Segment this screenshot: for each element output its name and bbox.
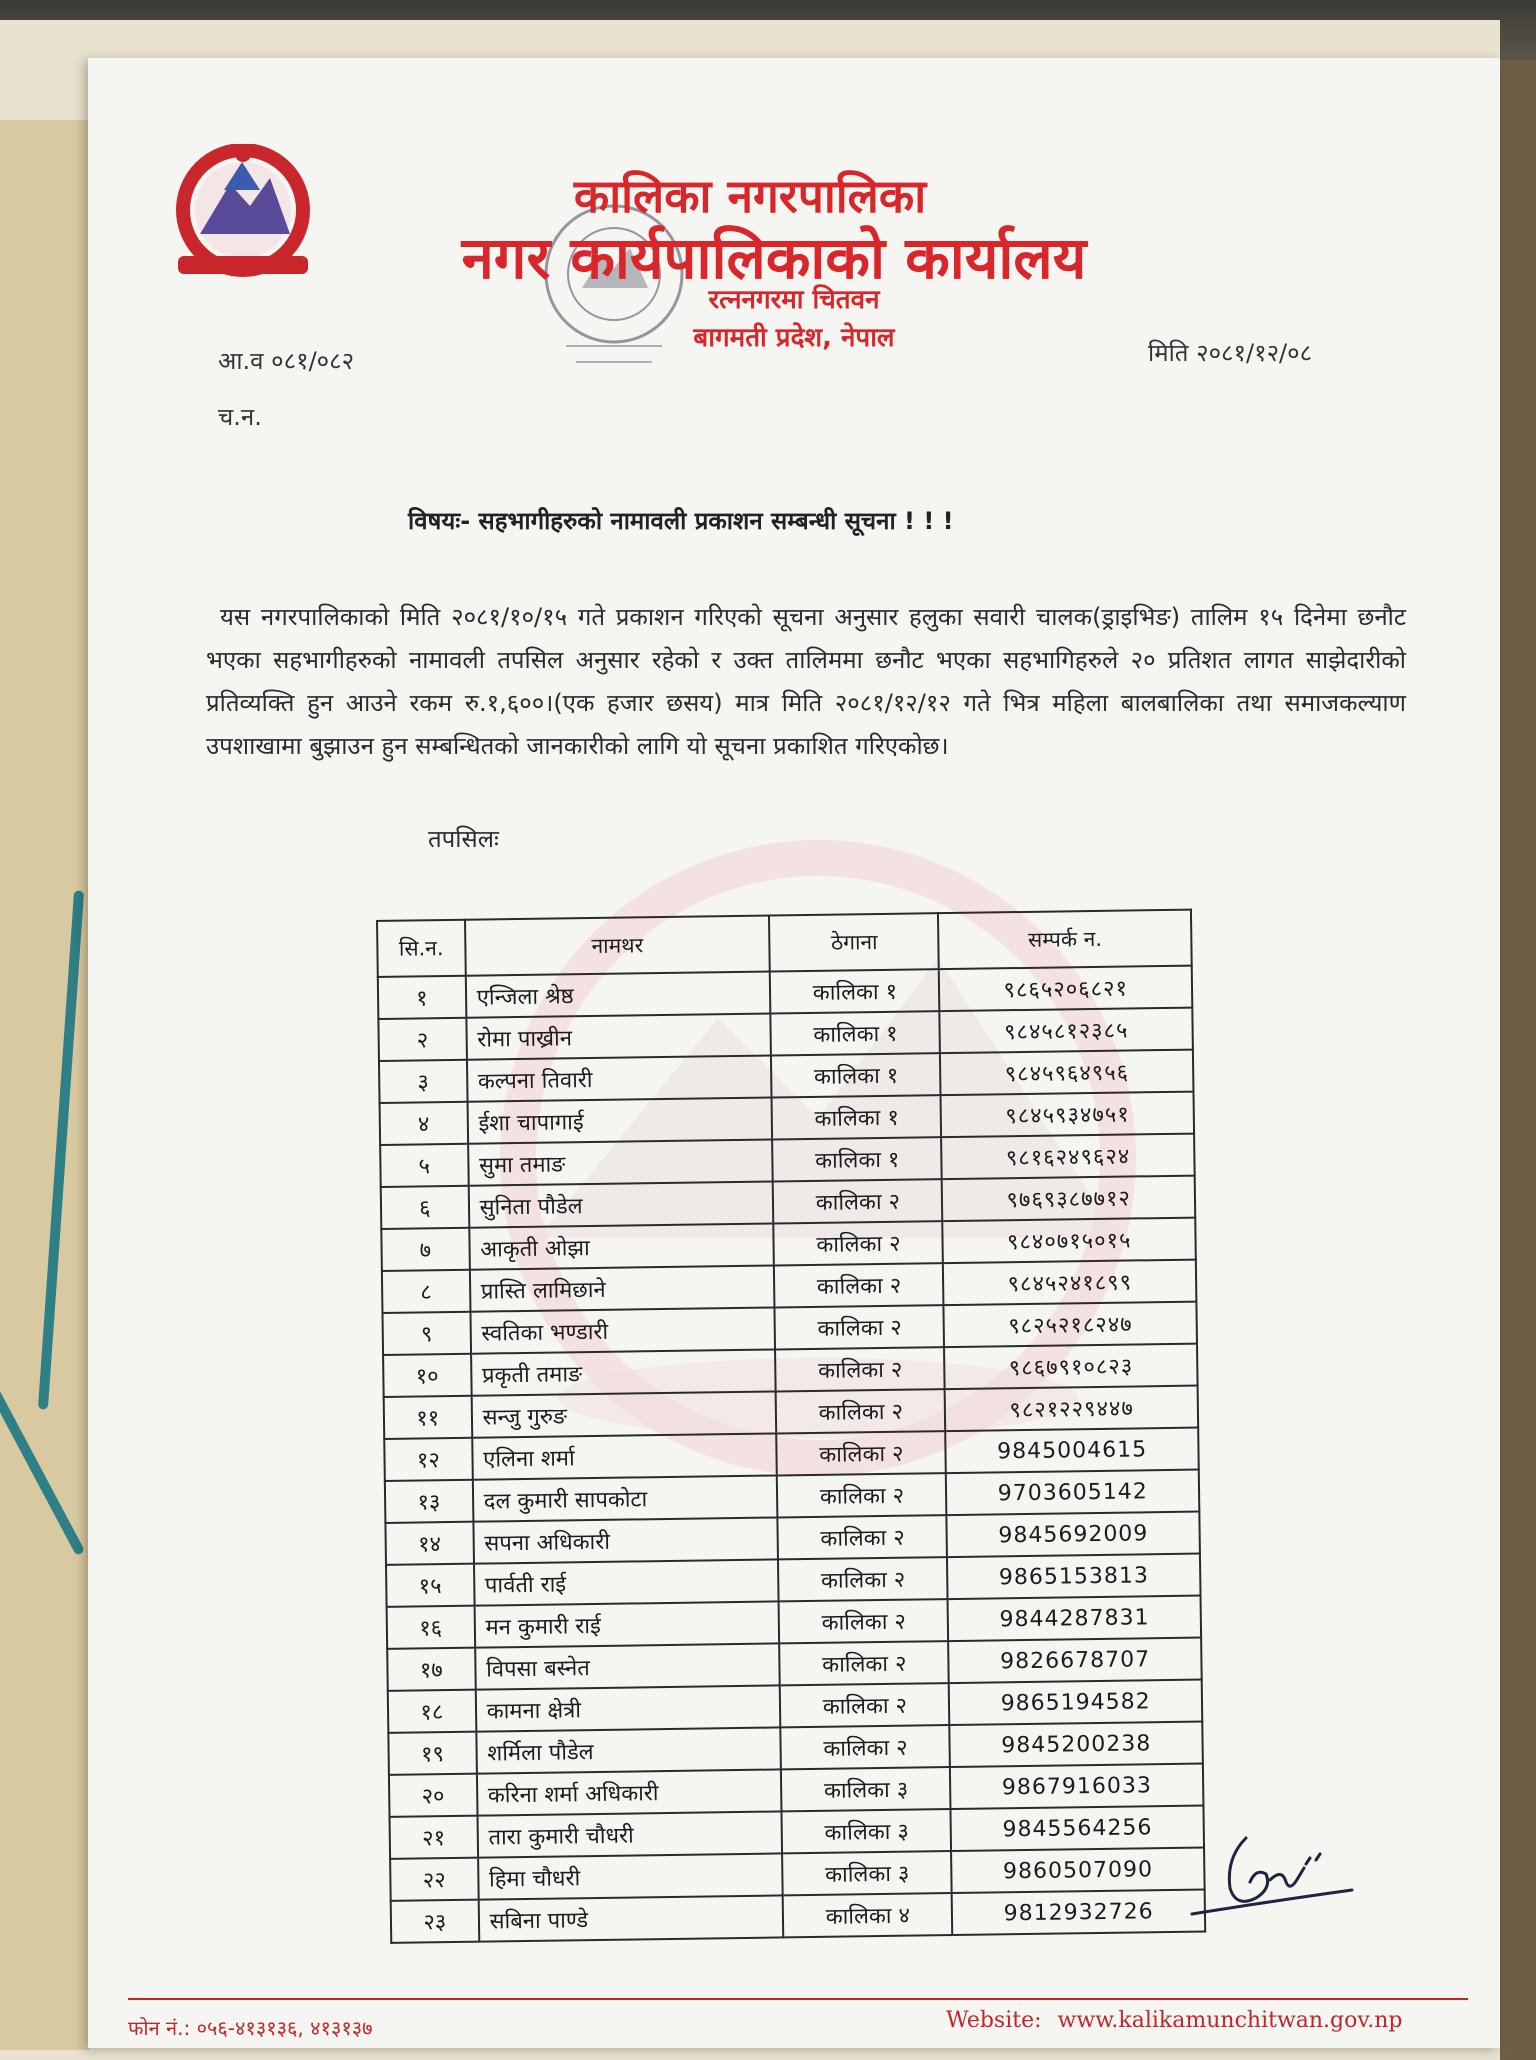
cell-contact: 9865153813 [947,1554,1200,1600]
cell-serial: २३ [391,1900,479,1943]
cell-contact: 9812932726 [952,1890,1205,1936]
cell-name: सबिना पाण्डे [478,1895,783,1941]
cell-name: दल कुमारी सापकोटा [472,1475,777,1521]
cell-address: कालिका २ [780,1641,950,1685]
cell-name: एन्जिला श्रेष्ठ [465,972,770,1018]
cell-name: सुमा तमाङ [468,1139,773,1185]
cell-name: सुनिता पौडेल [468,1181,773,1227]
cell-name: तारा कुमारी चौधरी [477,1811,782,1857]
cell-address: कालिका २ [777,1473,947,1517]
cell-name: स्वतिका भण्डारी [470,1307,775,1353]
cell-name: प्रास्ति लामिछाने [470,1265,775,1311]
cell-contact: ९८४५९६४९५६ [940,1050,1193,1096]
handwritten-signature-icon [1186,1818,1356,1928]
notice-page [88,58,1500,2048]
cell-address: कालिका ३ [781,1767,951,1811]
cell-serial: २० [389,1774,477,1817]
cell-address: कालिका १ [771,1053,941,1097]
cell-serial: ११ [384,1396,472,1439]
cell-name: आकृती ओझा [469,1223,774,1269]
fiscal-year: आ.व ०८१/०८२ [218,347,355,375]
cell-serial: १९ [388,1732,476,1775]
cell-serial: ६ [381,1186,469,1229]
cell-address: कालिका २ [780,1683,950,1727]
municipality-name: कालिका नगरपालिका [573,169,927,223]
cell-name: कल्पना तिवारी [467,1055,772,1101]
cell-serial: १६ [387,1606,475,1649]
footer-website [946,2008,1418,2033]
cell-address: कालिका २ [777,1431,947,1475]
cell-contact: ९८२१२२९४४७ [945,1386,1198,1432]
cell-name: करिना शर्मा अधिकारी [477,1769,782,1815]
notice-date: मिति २०८१/१२/०८ [1148,339,1313,367]
cell-contact: 9826678707 [949,1638,1202,1684]
cell-serial: ८ [382,1270,470,1313]
cell-serial: ४ [380,1102,468,1145]
cell-address: कालिका २ [779,1599,949,1643]
cell-name: हिमा चौधरी [478,1853,783,1899]
cell-address: कालिका २ [778,1557,948,1601]
cell-contact: 9867916033 [950,1764,1203,1810]
cell-contact: ९८४५९३४७५१ [941,1092,1194,1138]
cell-serial: १ [378,976,466,1019]
cell-address: कालिका ३ [782,1851,952,1895]
cell-contact: ९८४५२४१८९९ [943,1260,1196,1306]
cell-address: कालिका २ [775,1305,945,1349]
cell-address: कालिका २ [774,1221,944,1265]
cell-address: कालिका २ [778,1515,948,1559]
cell-name: शर्मिला पौडेल [476,1727,781,1773]
cell-serial: ९ [382,1312,470,1355]
cell-name: रोमा पाख्रीन [466,1013,771,1059]
cell-serial: १५ [386,1564,474,1607]
cell-name: मन कुमारी राई [474,1601,779,1647]
cell-contact: 9860507090 [951,1848,1204,1894]
cell-serial: १७ [387,1648,475,1691]
folder-edge [0,120,90,2050]
participants-table [376,909,1206,1944]
cell-contact: ९८४०७१५०१५ [943,1218,1196,1264]
cell-contact: ९८१६२४९६२४ [942,1134,1195,1180]
cell-serial: १३ [385,1480,473,1523]
cell-name: ईशा चापागाई [467,1097,772,1143]
cell-serial: १४ [385,1522,473,1565]
cell-contact: ९८२५२१८२४७ [944,1302,1197,1348]
cell-serial: ७ [381,1228,469,1271]
cell-contact: 9844287831 [948,1596,1201,1642]
reference-number: च.न. [218,403,262,431]
cell-name: प्रकृती तमाङ [471,1349,776,1395]
notice-body: यस नगरपालिकाको मिति २०८१/१०/१५ गते प्रकाशन गरिएको सूचना अनुसार हलुका सवारी चालक(ड्राइभिङ) तालिम १५ दिनेमा छनौट भएका सहभागीहरुको नामावली तपसिल अनुसार रहेको र उक्त तालिममा छनौट भएका सहभागिहरुले २० प्रतिशत लागत साझेदारीको प्रतिव्यक्ति हुन आउने रकम रु.१,६००।(एक हजार छसय) मात्र मिति २०८१/१२/१२ गते भित्र महिला बालबालिका तथा समाजकल्याण उपशाखामा बुझाउन हुन सम्बन्धितको जानकारीको लागि यो सूचना प्रकाशित गरिएकोछ। [206,603,1406,760]
cell-serial: २२ [390,1858,478,1901]
cell-serial: १० [383,1354,471,1397]
office-province: बागमती प्रदेश, नेपाल [693,323,895,353]
column-header-name: नामथर [465,916,770,976]
cell-contact: 9845564256 [951,1806,1204,1852]
cell-contact: 9845200238 [950,1722,1203,1768]
details-label: तपसिलः [428,825,499,853]
cell-serial: २ [378,1018,466,1061]
cell-name: सन्जु गुरुङ [471,1391,776,1437]
cell-contact: ९८६७९१०८२३ [944,1344,1197,1390]
cell-address: कालिका २ [775,1347,945,1391]
cell-contact: ९७६९३८७७१२ [942,1176,1195,1222]
office-name: नगर कार्यपालिकाको कार्यालय [461,224,1087,292]
column-header-contact: सम्पर्क न. [938,910,1191,970]
cell-address: कालिका १ [772,1095,942,1139]
cell-serial: १२ [384,1438,472,1481]
cell-address: कालिका २ [781,1725,951,1769]
office-location: रत्ननगरमा चितवन [708,285,880,315]
cell-contact: 9845004615 [946,1428,1199,1474]
cell-serial: २१ [390,1816,478,1859]
cell-contact: 9703605142 [946,1470,1199,1516]
cell-contact: ९८४५८१२३८५ [940,1008,1193,1054]
website-label: Website: [946,2008,1042,2033]
cell-address: कालिका १ [771,1011,941,1055]
cell-address: कालिका ४ [783,1893,953,1937]
footer-phone: फोन नं.: ०५६-४१३१३६, ४१३१३७ [128,2016,373,2040]
cell-contact: 9845692009 [947,1512,1200,1558]
cell-name: पार्वती राई [474,1559,779,1605]
cell-address: कालिका २ [774,1263,944,1307]
cell-contact: 9865194582 [949,1680,1202,1726]
website-url: www.kalikamunchitwan.gov.np [1057,2008,1403,2033]
cell-address: कालिका १ [770,969,940,1013]
notice-subject: विषयः- सहभागीहरुको नामावली प्रकाशन सम्बन्धी सूचना ! ! ! [408,507,954,535]
column-header-serial: सि.न. [377,920,465,977]
cell-name: सपना अधिकारी [473,1517,778,1563]
cell-serial: ५ [380,1144,468,1187]
cell-serial: १८ [388,1690,476,1733]
cell-address: कालिका १ [772,1137,942,1181]
cell-address: कालिका ३ [782,1809,952,1853]
cell-address: कालिका २ [776,1389,946,1433]
cell-contact: ९८६५२०६८२१ [939,966,1192,1012]
column-header-address: ठेगाना [769,913,939,971]
cell-name: विपसा बस्नेत [475,1643,780,1689]
footer-divider [128,1998,1468,2000]
cell-name: कामना क्षेत्री [475,1685,780,1731]
cell-address: कालिका २ [773,1179,943,1223]
cell-name: एलिना शर्मा [472,1433,777,1479]
cell-serial: ३ [379,1060,467,1103]
